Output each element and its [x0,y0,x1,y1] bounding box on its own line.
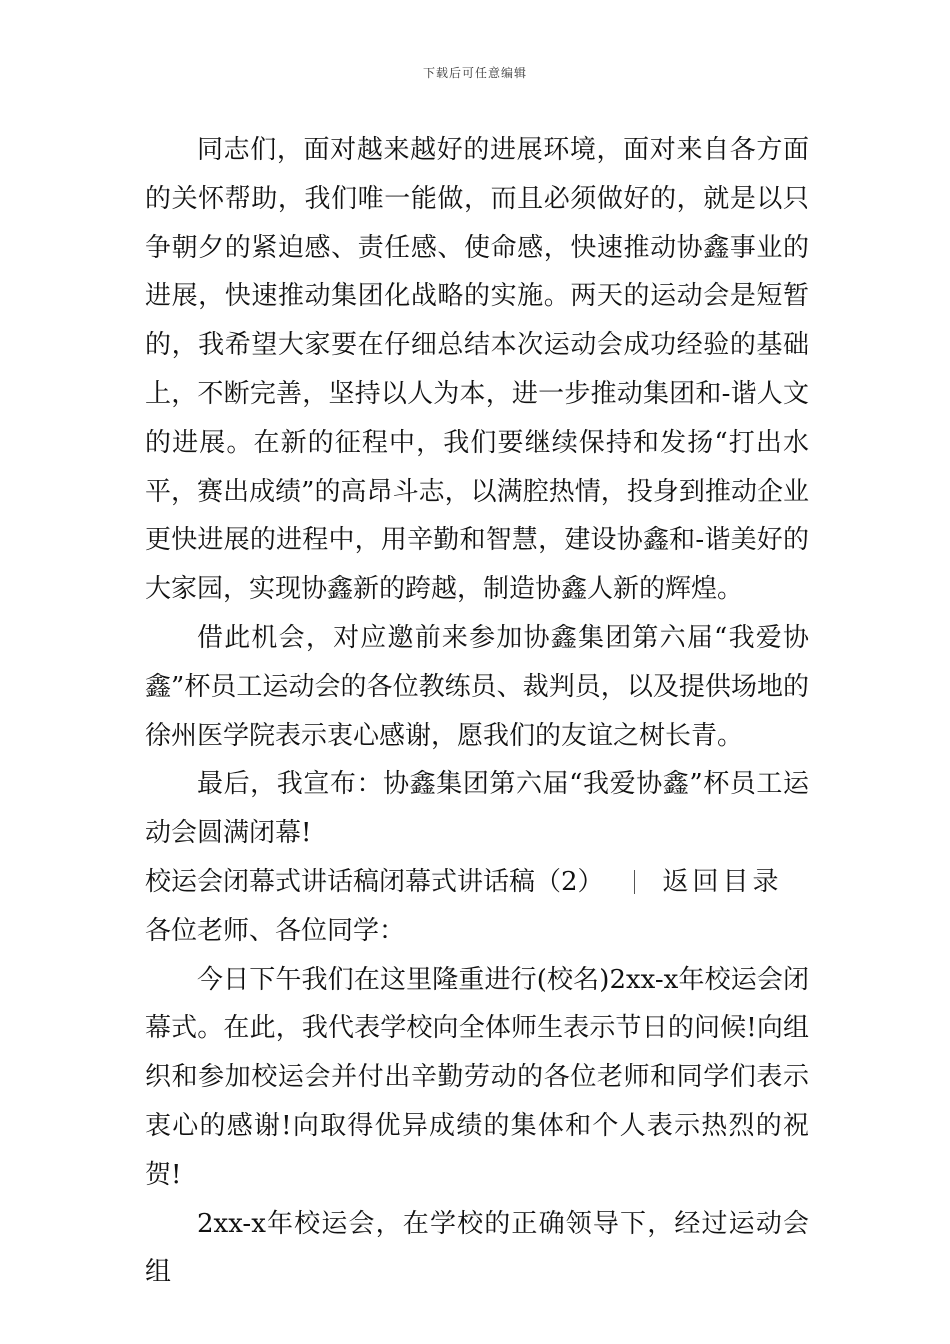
page-header-note: 下载后可任意编辑 [422,66,527,80]
paragraph-closing-remarks: 同志们，面对越来越好的进展环境，面对来自各方面的关怀帮助，我们唯一能做，而且必须做好的，就是以只争朝夕的紧迫感、责任感、使命感，快速推动协鑫事业的进展，快速推动集团化战略的实施。两天的运动会是短暂的，我希望大家要在仔细总结本次运动会成功经验的基础上，不断完善，坚持以人为本，进一步推动集团和-谐人文的进展。在新的征程中，我们要继续保持和发扬“打出水平，赛出成绩”的高昂斗志，以满腔热情，投身到推动企业更快进展的进程中，用辛勤和智慧，建设协鑫和-谐美好的大家园，实现协鑫新的跨越，制造协鑫人新的辉煌。 [145,135,809,605]
paragraph-opening: 今日下午我们在这里隆重进行(校名)2xx-x年校运会闭幕式。在此，我代表学校向全体师生表示节日的问候!向组织和参加校运会并付出辛勤劳动的各位老师和同学们表示衷心的感谢!向取得优异成绩的集体和个人表示热烈的祝贺! [145,964,809,1190]
document-body [145,126,809,1297]
greeting-line: 各位老师、各位同学： [145,915,406,946]
back-to-contents-link[interactable]: 返回目录 [662,866,783,897]
section-heading [145,858,809,907]
paragraph-declaration: 最后，我宣布：协鑫集团第六届“我爱协鑫”杯员工运动会圆满闭幕! [145,769,809,849]
section-title: 校运会闭幕式讲话稿闭幕式讲话稿（2） [145,866,604,897]
paragraph-thanks: 借此机会，对应邀前来参加协鑫集团第六届“我爱协鑫”杯员工运动会的各位教练员、裁判员，以及提供场地的徐州医学院表示衷心感谢，愿我们的友谊之树长青。 [145,622,809,751]
heading-divider [634,870,635,894]
paragraph-continuation: 2xx-x年校运会，在学校的正确领导下，经过运动会组 [145,1208,809,1288]
